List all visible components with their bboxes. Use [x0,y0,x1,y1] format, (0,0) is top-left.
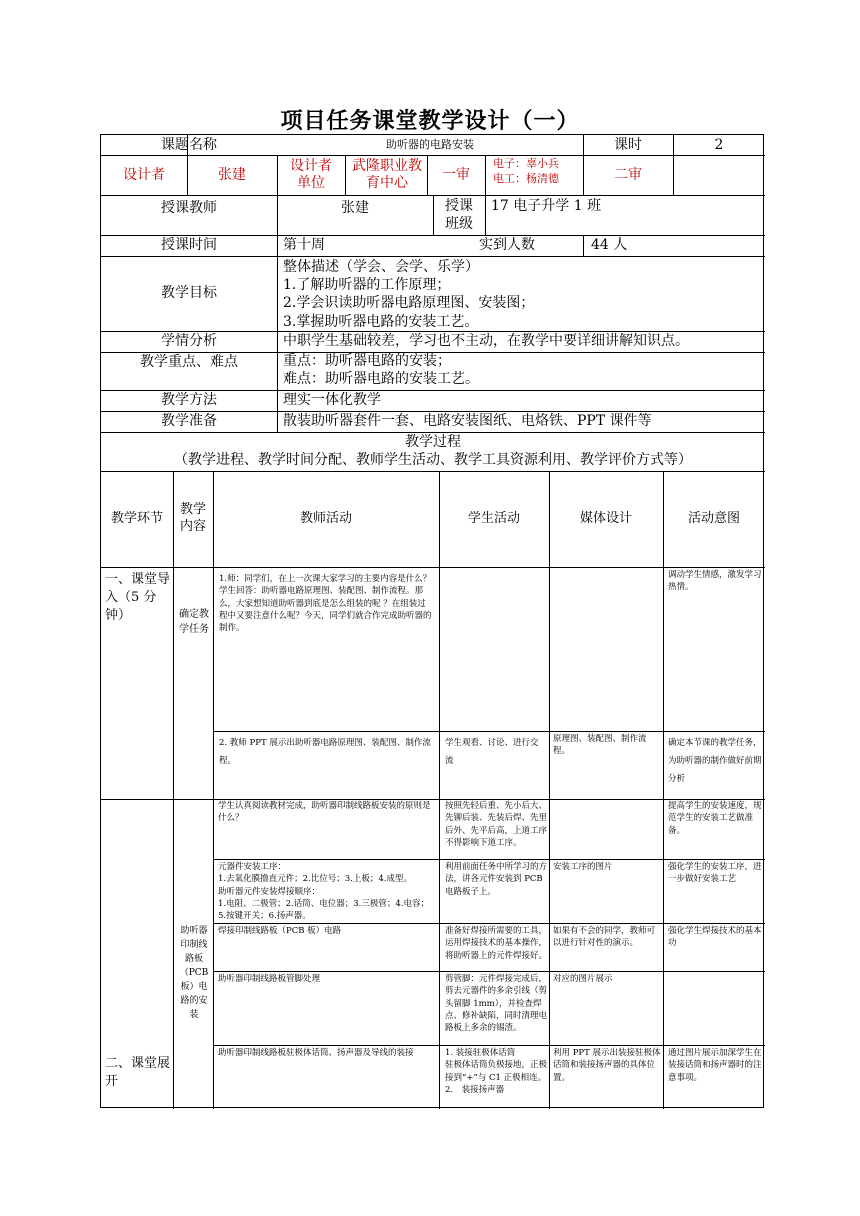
document-title: 项目任务课堂教学设计（一） [280,109,580,134]
section2-row1-intent: 提高学生的安装速度，规范学生的安装工艺做准备。 [668,801,762,836]
col-intent: 活动意图 [687,511,740,527]
col-teacher: 教师活动 [299,511,352,527]
attendance-label: 实到人数 [479,237,535,254]
prep-label: 教学准备 [161,413,217,430]
section2-content: 助听器印制线路板（PCB 板）电路的安装 [179,926,209,1020]
section2-stage: 二、课堂展开 [105,1056,171,1090]
goals-line: 整体描述（学会、会学、乐学） [283,259,479,275]
class-value: 17 电子升学 1 班 [491,198,602,214]
section2-row1-teacher: 学生认真阅读教材完成，助听器印制线路板安装的原则是什么？ [218,801,431,824]
process-title: 教学过程 [405,434,461,450]
section2-row5-teacher: 助听器印制线路板驻极体话筒、扬声器及导线的装接 [218,1048,414,1058]
analysis-label: 学情分析 [161,333,217,350]
section2-row5-student: 1. 装接驻极体话筒 驻极体话筒负极接地，正极接到“+”与 C1 正极相连。 2. 装接扬声器 [445,1048,548,1095]
section2-row2-teacher: 元器件安装工序： 1.去氧化膜撸直元件；2.比位号；3.上板；4.成型。 助听器元件安装焊接顺序： 1.电阻、二极管；2.话筒、电位器；3.三极管；4.电容；5.按键开关；6.扬声器。 [218,862,429,922]
col-stage: 教学环节 [110,510,163,526]
review1-electronics: 电子：辜小兵 [493,157,559,170]
section2-row5-intent: 通过图片展示加深学生在装接话筒和扬声器时的注意事项。 [668,1048,762,1083]
section2-row4-student: 剪管脚：元件焊接完成后，剪去元器件的多余引线（剪头留脚 1mm），并检查焊点、修补缺陷，同时清理电路板上多余的锡渣。 [445,974,548,1034]
keypoints-content [283,352,761,388]
section2-row3-teacher: 焊接印制线路板（PCB 板）电路 [218,926,342,936]
section2-row3-student: 准备好焊接所需要的工具，运用焊接技术的基本操作，将助听器上的元件焊接好。 [445,926,548,961]
class-label: 授课班级 [445,197,473,232]
goals-line: 3.掌握助听器电路的安装工艺。 [283,313,479,330]
section1-teacher-1: 1.师：同学们，在上一次课大家学习的主要内容是什么？ 学生回答：助听器电路原理图、装配图、制作流程。那么，大家想知道助听器到底是怎么组装的呢 ？在组装过程中又要注意什么呢？今天，同学们就合作完成助听器的制作。 [219,574,432,634]
topic-label: 课题名称 [161,136,217,153]
section1-student-2: 学生观看、讨论、进行交流 [445,738,539,766]
lesson-plan-table [100,134,764,1108]
section2-row5-media: 利用 PPT 展示出装接驻极体话筒和装接扬声器的具体位置。 [553,1048,661,1083]
section1-media-2: 原理图、装配图、制作流程。 [553,734,647,757]
section2-row1-student: 按照先轻后重、先小后大、先铆后装、先装后焊、先里后外、先平后高，上道工序不得影响下道工序。 [445,801,548,848]
process-heading [101,433,765,469]
review1-value [493,157,581,193]
section2-row2-student: 利用前面任务中所学习的方法，讲各元件安装到 PCB 电路板子上。 [445,862,548,897]
hours-label: 课时 [614,136,642,153]
col-media: 媒体设计 [579,511,632,527]
section1-intent-2: 确定本节课的教学任务，为助听器的制作做好前期分析 [668,738,762,784]
designer-label: 设计者 [123,166,165,183]
method-label: 教学方法 [161,392,217,409]
col-content: 教学内容 [179,502,206,534]
teacher-label: 授课教师 [161,199,217,216]
goals-label: 教学目标 [161,285,217,302]
keypoint-main: 重点：助听器电路的安装； [283,353,451,369]
keypoint-difficult: 难点：助听器电路的安装工艺。 [283,371,479,388]
review1-electrical: 电工：杨清德 [493,171,559,185]
teacher-value: 张建 [341,199,369,216]
section1-stage: 一、课堂导入（5 分钟） [105,572,171,624]
analysis-value: 中职学生基础较差，学习也不主动，在教学中要详细讲解知识点。 [283,333,689,349]
section2-row4-teacher: 助听器印制线路板管脚处理 [218,974,321,984]
designer-value: 张建 [218,166,246,183]
keypoints-label: 教学重点、难点 [140,354,238,370]
col-student: 学生活动 [467,511,520,527]
section1-teacher-2: 2. 教师 PPT 展示出助听器电路原理图、装配图、制作流程。 [219,738,431,766]
time-value: 第十周 [283,237,325,253]
section2-row3-media: 如果有不会的同学，教师可以进行针对性的演示。 [553,926,656,949]
section1-intent-1: 调动学生情感，激发学习热情。 [668,570,762,593]
review1-label: 一审 [442,166,470,183]
process-subtitle: （教学进程、教学时间分配、教师学生活动、教学工具资源利用、教学评价方式等） [174,452,692,469]
review2-label: 二审 [614,166,642,183]
goals-line: 1.了解助听器的工作原理； [283,277,451,294]
attendance-value: 44 人 [591,237,628,253]
topic-value: 助听器的电路安装 [386,137,474,151]
section2-row3-intent: 强化学生焊接技术的基本功 [668,926,762,949]
goals-content [283,258,761,331]
goals-line: 2.学会识读助听器电路原理图、安装图； [283,295,535,312]
section2-row2-media: 安装工序的图片 [553,862,613,872]
unit-label: 设计者单位 [290,157,332,191]
section2-row4-media: 对应的图片展示 [553,974,613,984]
time-label: 授课时间 [161,237,217,254]
method-value: 理实一体化教学 [283,392,381,408]
section1-content: 确定教学任务 [179,609,209,635]
prep-value: 散装助听器套件一套、电路安装图纸、电烙铁、PPT 课件等 [283,413,652,429]
unit-value: 武隆职业教育中心 [352,157,422,191]
section2-row2-intent: 强化学生的安装工序，进一步做好安装工艺 [668,862,762,885]
hours-value: 2 [714,136,724,153]
